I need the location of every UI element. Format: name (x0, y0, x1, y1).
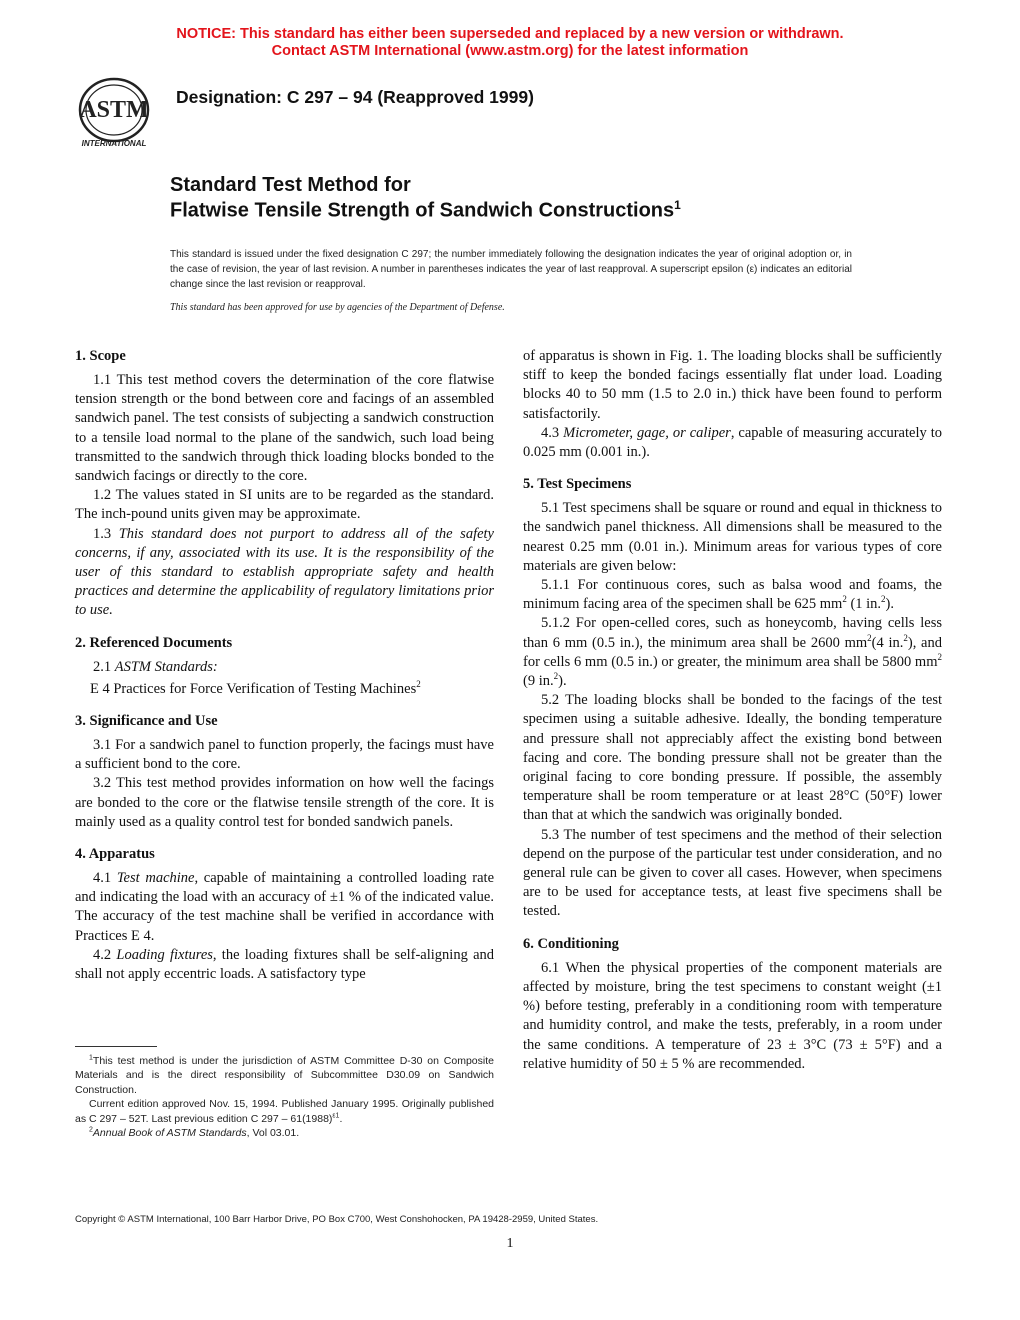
paragraph: 5.1 Test specimens shall be square or round and equal in thickness to the sandwich panel thickness. All dimensions shall be measured to the nearest 0.25 mm (0.01 in.). Minimum areas for various types of core materials are given below: (523, 500, 942, 574)
right-column (523, 347, 942, 1074)
section-heading: 6. Conditioning (523, 935, 619, 952)
title-line-1: Standard Test Method for (170, 174, 411, 196)
footnotes (75, 1054, 494, 1140)
paragraph-continued: of apparatus is shown in Fig. 1. The loading blocks shall be sufficiently stiff to keep the bonded facings essentially flat under load. Loading blocks 40 to 50 mm (1.5 to 2.0 in.) thick have been found to perform satisfactorily. (523, 348, 942, 422)
designation: Designation: C 297 – 94 (Reapproved 1999) (176, 87, 534, 107)
superscript: 2 (867, 632, 872, 643)
title-line-2 (170, 198, 681, 223)
paragraph-text: , the loading fixtures shall be self-aligning and shall not apply eccentric loads. A satisfactory type (75, 946, 495, 983)
text-run: ). (558, 673, 567, 690)
paragraph-number: 1.3 (93, 525, 119, 542)
page-number: 1 (506, 1236, 514, 1251)
paragraph (75, 658, 494, 677)
superscript: 2 (842, 594, 847, 605)
footnote-text: Current edition approved Nov. 15, 1994. Published January 1995. Originally published as C 297 – 52T. Last previous edition C 297 – 61(1988) (75, 1098, 494, 1125)
withdrawal-notice (0, 26, 1020, 60)
text-run: 5.1.2 For open-celled cores, such as honeycomb, having cells less than 6 mm (0.5 in.), the minimum area shall be 2600 mm (523, 615, 942, 651)
footnote-text: , Vol 03.01. (246, 1127, 300, 1140)
superscript: 2 (937, 652, 942, 663)
paragraph: 3.2 This test method provides information on how well the facings are bonded to the core or the flatwise tensile strength of the core. It is mainly used as a quality control test for bonded sandwich panels. (75, 775, 494, 830)
footnote-marker: 2 (89, 1126, 93, 1134)
caveat-text: This standard does not purport to address all of the safety concerns, if any, associated with its use. It is the responsibility of the user of this standard to establish appropriate safety and health practices and determine the applicability of regulatory limitations prior to use. (75, 525, 494, 619)
superscript: 2 (903, 632, 908, 643)
section-heading: 4. Apparatus (75, 846, 155, 863)
paragraph-text: , capable of measuring accurately to 0.025 mm (0.001 in.). (523, 424, 942, 461)
text-run: (1 in. (846, 596, 882, 613)
title-text: Flatwise Tensile Strength of Sandwich Constructions (170, 199, 675, 222)
reference-text: E 4 Practices for Force Verification of Testing Machines (90, 680, 417, 697)
paragraph-number: 2.1 (93, 658, 115, 675)
astm-logo (64, 70, 164, 150)
paragraph-text: , capable of maintaining a controlled loading rate and indicating the load with an accuracy of ±1 % of the indicated value. The accuracy of the test machine shall be verified in accordance with Practices E 4. (75, 870, 495, 944)
paragraph-number: 4.2 (93, 946, 117, 963)
logo-subtext: INTERNATIONAL (81, 139, 147, 148)
section-heading: 2. Referenced Documents (75, 634, 233, 651)
footnote-text: This test method is under the jurisdiction of ASTM Committee D-30 on Composite Materials and is the direct responsibility of Subcommittee D30.09 on Sandwich Construction. (75, 1055, 494, 1096)
superscript: ε1 (332, 1112, 340, 1120)
footnote-text: . (339, 1112, 343, 1125)
paragraph (75, 946, 494, 984)
footnote-ref: 2 (416, 679, 421, 690)
paragraph-title: Loading fixtures (116, 946, 213, 963)
section-heading: 5. Test Specimens (523, 476, 632, 493)
text-run: (4 in. (871, 634, 904, 651)
reference-item (75, 680, 494, 699)
paragraph: 3.1 For a sandwich panel to function properly, the facings must have a sufficient bond to the core. (75, 737, 494, 773)
paragraph (523, 424, 942, 462)
paragraph: 6.1 When the physical properties of the component materials are affected by moisture, bring the test specimens to constant weight (±1 %) before testing, preferably in a conditioning room with temperature and humidity control, and make the tests, preferably, in a room under the same conditions. A temperature of 23 ± 3°C (73 ± 5°F) and a relative humidity of 50 ± 5 % are recommended. (523, 959, 942, 1072)
footnote-marker: 1 (89, 1054, 93, 1062)
paragraph-title: Test machine (116, 870, 195, 887)
paragraph (523, 576, 942, 614)
footnote-title: Annual Book of ASTM Standards (92, 1127, 247, 1140)
text-run: ). (885, 596, 895, 613)
superscript: 2 (881, 594, 886, 605)
paragraph-title: ASTM Standards: (114, 658, 218, 675)
paragraph: 5.3 The number of test specimens and the method of their selection depend on the purpose of the particular test under consideration, and no general rule can be given to cover all cases. However, when specimens are to be used for acceptance tests, at least five specimens shall be tested. (523, 826, 942, 920)
section-heading: 1. Scope (75, 348, 126, 364)
footnote-divider (75, 1046, 157, 1047)
copyright: Copyright © ASTM International, 100 Barr Harbor Drive, PO Box C700, West Conshohocken, PA 19428-2959, United States. (75, 1214, 599, 1225)
footnote (75, 1126, 494, 1140)
paragraph-number: 4.1 (93, 870, 117, 887)
paragraph: 1.1 This test method covers the determination of the core flatwise tension strength or the bond between core and facings of an assembled sandwich panel. The test consists of subjecting a sandwich construction to a tensile load normal to the plane of the sandwich, such load being transmitted to the sandwich through thick loading blocks bonded to the sandwich facings or directly to the core. (75, 372, 494, 485)
paragraph-number: 4.3 (541, 424, 564, 441)
superscript: 2 (553, 671, 559, 682)
paragraph-title: Micrometer, gage, or caliper (563, 424, 731, 441)
paragraph (75, 525, 494, 621)
paragraph: 5.2 The loading blocks shall be bonded to the facings of the test specimen using a suitable adhesive. Ideally, the bonding temperature and pressure shall not appreciably affect the existing bond between facing and core. The bonding pressure shall not be greater than the original facing to core bonding pressure. If possible, the assembly temperature shall be room temperature or at least 28°C (50°F) lower than that at which the sandwich was originally bonded. (523, 692, 942, 824)
notice-line-2: Contact ASTM International (www.astm.org) for the latest information (271, 43, 749, 59)
text-run: (9 in. (523, 673, 554, 690)
text-run: 5.1.1 For continuous cores, such as balsa wood and foams, the minimum facing area of the specimen shall be 625 mm (523, 577, 942, 613)
paragraph: 1.2 The values stated in SI units are to be regarded as the standard. The inch-pound units given may be approximate. (75, 487, 494, 523)
text-run: ), and for cells 6 mm (0.5 in.) or greater, the minimum area shall be 5800 mm (523, 634, 942, 670)
footnote (75, 1054, 494, 1097)
logo-text: ASTM (79, 97, 149, 123)
section-heading: 3. Significance and Use (75, 713, 218, 730)
approval-note: This standard has been approved for use by agencies of the Department of Defense. (170, 302, 505, 313)
title-footnote-ref: 1 (674, 198, 681, 212)
paragraph (75, 869, 494, 946)
issue-note: This standard is issued under the fixed designation C 297; the number immediately following the designation indicates the year of original adoption or, in the case of revision, the year of last revision. A number in parentheses indicates the year of last reapproval. A superscript epsilon (ε) indicates an editorial change since the last revision or reapproval. (170, 249, 852, 290)
paragraph (523, 614, 942, 691)
footnote (75, 1097, 494, 1126)
left-column (75, 347, 494, 984)
notice-line-1: NOTICE: This standard has either been superseded and replaced by a new version or withdrawn. (176, 26, 844, 42)
